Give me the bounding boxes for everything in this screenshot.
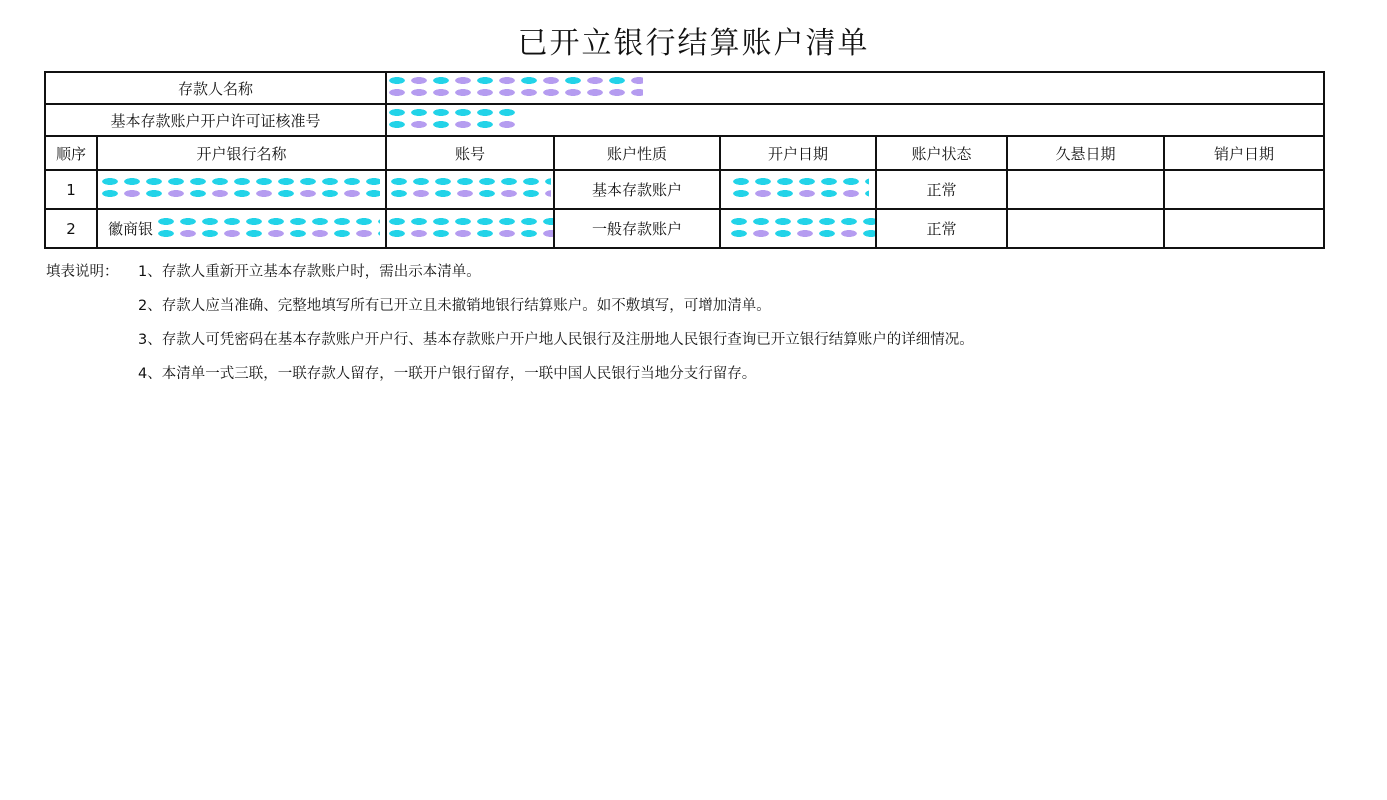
- redaction-mark: [158, 214, 380, 241]
- depositor-name-row: [45, 72, 1324, 104]
- redaction-mark: [389, 73, 643, 100]
- permit-number-label: 基本存款账户开户许可证核准号: [45, 104, 386, 136]
- cell-status: 正常: [876, 209, 1007, 248]
- instruction-item: 2、存款人应当准确、完整地填写所有已开立且未撤销地银行结算账户。如不敷填写，可增加清单。: [138, 298, 771, 314]
- instructions-label: 填表说明：: [46, 264, 119, 280]
- redaction-mark: [389, 214, 553, 241]
- cell-close-date: [1164, 170, 1324, 209]
- redaction-mark: [731, 214, 875, 241]
- account-list-table: [44, 71, 1325, 249]
- cell-seq: 2: [45, 209, 97, 248]
- header-status: 账户状态: [876, 136, 1007, 170]
- cell-dormant-date: [1007, 209, 1164, 248]
- instruction-item: 1、存款人重新开立基本存款账户时，需出示本清单。: [138, 264, 481, 280]
- cell-dormant-date: [1007, 170, 1164, 209]
- cell-account-type: 一般存款账户: [554, 209, 720, 248]
- document-title: 已开立银行结算账户清单: [517, 26, 870, 61]
- bank-name-text: 徽商银: [108, 220, 154, 238]
- cell-close-date: [1164, 209, 1324, 248]
- header-account-type: 账户性质: [554, 136, 720, 170]
- cell-bank-name: [97, 170, 386, 209]
- cell-bank-name: [97, 209, 386, 248]
- header-close-date: 销户日期: [1164, 136, 1324, 170]
- header-bank-name: 开户银行名称: [97, 136, 386, 170]
- header-dormant-date: 久悬日期: [1007, 136, 1164, 170]
- permit-number-row: [45, 104, 1324, 136]
- depositor-name-label: 存款人名称: [45, 72, 386, 104]
- instruction-item: 4、本清单一式三联，一联存款人留存，一联开户银行留存，一联中国人民银行当地分支行留存。: [138, 366, 757, 382]
- header-account-no: 账号: [386, 136, 554, 170]
- header-seq: 顺序: [45, 136, 97, 170]
- table-header-row: [45, 136, 1324, 170]
- cell-account-type: 基本存款账户: [554, 170, 720, 209]
- instruction-item: 3、存款人可凭密码在基本存款账户开户行、基本存款账户开户地人民银行及注册地人民银行查询已开立银行结算账户的详细情况。: [138, 332, 974, 348]
- redaction-mark: [389, 105, 519, 132]
- redaction-mark: [102, 174, 380, 201]
- cell-open-date: [720, 209, 876, 248]
- cell-account-no: [386, 170, 554, 209]
- header-open-date: 开户日期: [720, 136, 876, 170]
- depositor-name-value: [386, 72, 1324, 104]
- table-row: [45, 209, 1324, 248]
- permit-number-value: [386, 104, 1324, 136]
- redaction-mark: [733, 174, 869, 201]
- cell-open-date: [720, 170, 876, 209]
- table-row: [45, 170, 1324, 209]
- redaction-mark: [391, 174, 551, 201]
- cell-account-no: [386, 209, 554, 248]
- cell-status: 正常: [876, 170, 1007, 209]
- cell-seq: 1: [45, 170, 97, 209]
